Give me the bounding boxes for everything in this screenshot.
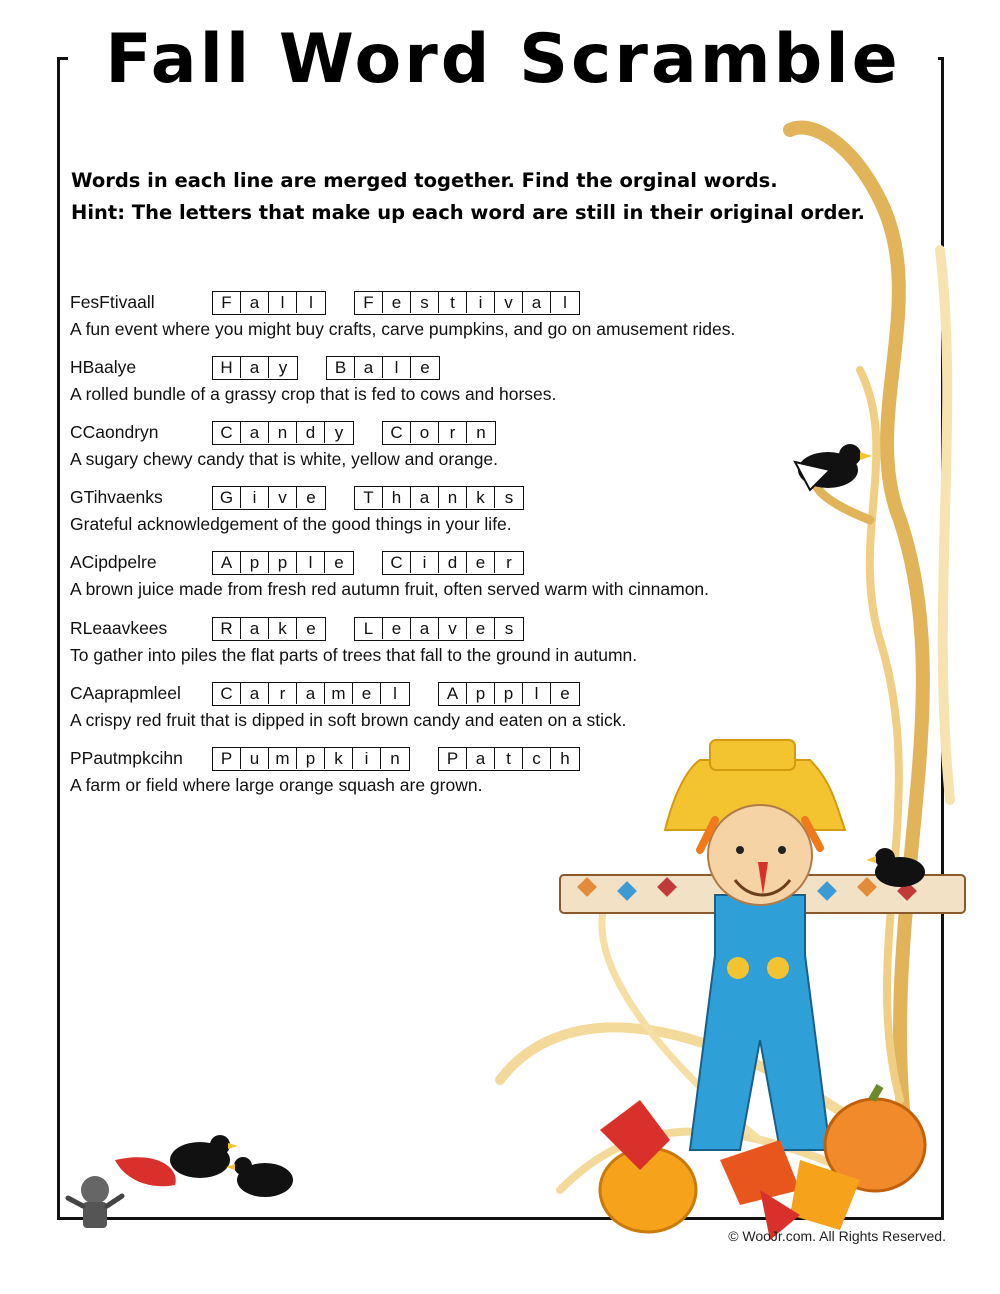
letter-box[interactable]: t — [495, 748, 523, 769]
letter-box[interactable]: e — [353, 683, 381, 704]
letter-box[interactable]: a — [355, 357, 383, 378]
letter-box[interactable]: y — [334, 423, 344, 442]
instructions — [71, 165, 865, 229]
answer-boxes — [212, 551, 552, 575]
answer-word — [382, 421, 496, 445]
clue-text: Grateful acknowledgement of the good things in your life. — [70, 514, 512, 534]
letter-box[interactable]: s — [411, 292, 439, 313]
letter-box[interactable]: e — [383, 618, 411, 639]
letter-box[interactable]: a — [523, 292, 551, 313]
copyright-notice: © WooJr.com. All Rights Reserved. — [728, 1228, 946, 1244]
letter-box[interactable]: d — [297, 422, 325, 443]
letter-box[interactable]: p — [495, 683, 523, 704]
letter-box[interactable]: e — [306, 619, 316, 638]
letter-box[interactable]: s — [504, 619, 514, 638]
letter-box[interactable]: l — [269, 292, 297, 313]
letter-box[interactable]: e — [560, 684, 570, 703]
letter-box[interactable]: s — [504, 488, 514, 507]
mascot-icon — [68, 1176, 122, 1228]
answer-boxes — [212, 617, 552, 641]
scrambled-word: FesFtivaall — [70, 292, 155, 312]
answer-boxes — [212, 682, 608, 706]
answer-word — [212, 421, 354, 445]
letter-box[interactable]: r — [439, 422, 467, 443]
letter-box[interactable]: n — [439, 487, 467, 508]
letter-box[interactable]: n — [476, 423, 486, 442]
scrambled-word: GTihvaenks — [70, 487, 163, 507]
answer-boxes — [212, 486, 552, 510]
letter-box[interactable]: l — [523, 683, 551, 704]
answer-word — [212, 356, 298, 380]
clue-text: A brown juice made from fresh red autumn fruit, often served warm with cinnamon. — [70, 579, 710, 599]
letter-box[interactable]: e — [306, 488, 316, 507]
letter-box[interactable]: a — [411, 618, 439, 639]
scrambled-word: RLeaavkees — [70, 618, 168, 638]
answer-word — [354, 617, 524, 641]
clue-text: A farm or field where large orange squash are grown. — [70, 775, 483, 795]
letter-box[interactable]: C — [213, 422, 241, 443]
letter-box[interactable]: a — [411, 487, 439, 508]
letter-box[interactable]: e — [467, 552, 495, 573]
letter-box[interactable]: e — [467, 618, 495, 639]
letter-box[interactable]: d — [439, 552, 467, 573]
letter-box[interactable]: o — [411, 422, 439, 443]
letter-box[interactable]: p — [241, 552, 269, 573]
letter-box[interactable]: k — [325, 748, 353, 769]
letter-box[interactable]: P — [213, 748, 241, 769]
scrambled-word: HBaalye — [70, 357, 137, 377]
letter-box[interactable]: n — [269, 422, 297, 443]
scrambled-word: CCaondryn — [70, 422, 159, 442]
letter-box[interactable]: i — [353, 748, 381, 769]
answer-word — [438, 747, 580, 771]
letter-box[interactable]: l — [383, 357, 411, 378]
answer-word — [212, 551, 354, 575]
letter-box[interactable]: l — [563, 293, 567, 312]
answer-word — [382, 551, 524, 575]
answer-word — [212, 486, 326, 510]
letter-box[interactable]: k — [467, 487, 495, 508]
letter-box[interactable]: c — [523, 748, 551, 769]
letter-box[interactable]: r — [506, 553, 512, 572]
answer-word — [326, 356, 440, 380]
letter-box[interactable]: H — [213, 357, 241, 378]
letter-box[interactable]: l — [309, 293, 313, 312]
crow-on-branch-icon — [795, 444, 872, 490]
answer-word — [212, 682, 410, 706]
letter-box[interactable]: P — [439, 748, 467, 769]
autumn-leaves-icon — [115, 1100, 860, 1240]
letter-box[interactable]: G — [213, 487, 241, 508]
letter-box[interactable]: v — [495, 292, 523, 313]
letter-box[interactable]: B — [327, 357, 355, 378]
letter-box[interactable]: l — [297, 552, 325, 573]
letter-box[interactable]: p — [269, 552, 297, 573]
letter-box[interactable]: y — [278, 358, 288, 377]
letter-box[interactable]: a — [241, 618, 269, 639]
letter-box[interactable]: L — [355, 618, 383, 639]
answer-boxes — [212, 356, 468, 380]
answer-boxes — [212, 747, 608, 771]
letter-box[interactable]: T — [355, 487, 383, 508]
letter-box[interactable]: a — [467, 748, 495, 769]
answer-word — [212, 291, 326, 315]
letter-box[interactable]: e — [383, 292, 411, 313]
scrambled-word: PPautmpkcihn — [70, 748, 183, 768]
answer-word — [212, 747, 410, 771]
letter-box[interactable]: v — [439, 618, 467, 639]
letter-box[interactable]: a — [297, 683, 325, 704]
letter-box[interactable]: i — [467, 292, 495, 313]
letter-box[interactable]: u — [241, 748, 269, 769]
letter-box[interactable]: p — [297, 748, 325, 769]
letter-box[interactable]: h — [560, 749, 570, 768]
letter-box[interactable]: a — [241, 357, 269, 378]
clue-text: A crispy red fruit that is dipped in soft brown candy and eaten on a stick. — [70, 710, 627, 730]
letter-box[interactable]: e — [334, 553, 344, 572]
answer-word — [212, 617, 326, 641]
letter-box[interactable]: m — [325, 683, 353, 704]
letter-box[interactable]: e — [420, 358, 430, 377]
answer-word — [354, 291, 580, 315]
letter-box[interactable]: i — [241, 487, 269, 508]
clue-text: A fun event where you might buy crafts, carve pumpkins, and go on amusement rides. — [70, 319, 736, 339]
letter-box[interactable]: h — [383, 487, 411, 508]
letter-box[interactable]: a — [241, 683, 269, 704]
letter-box[interactable]: F — [355, 292, 383, 313]
answer-word — [354, 486, 524, 510]
letter-box[interactable]: l — [393, 684, 397, 703]
letter-box[interactable]: R — [213, 618, 241, 639]
letter-box[interactable]: a — [241, 292, 269, 313]
letter-box[interactable]: k — [269, 618, 297, 639]
letter-box[interactable]: t — [439, 292, 467, 313]
letter-box[interactable]: v — [269, 487, 297, 508]
letter-box[interactable]: m — [269, 748, 297, 769]
scrambled-word: ACipdpelre — [70, 552, 157, 572]
clue-text: A sugary chewy candy that is white, yellow and orange. — [70, 449, 499, 469]
letter-box[interactable]: p — [467, 683, 495, 704]
page-title: Fall Word Scramble — [68, 18, 938, 106]
clue-text: A rolled bundle of a grassy crop that is fed to cows and horses. — [70, 384, 557, 404]
clue-text: To gather into piles the flat parts of trees that fall to the ground in autumn. — [70, 645, 638, 665]
instruction-line-2: Hint: The letters that make up each word are still in their original order. — [71, 201, 865, 224]
scrambled-word: CAaprapmleel — [70, 683, 181, 703]
letter-box[interactable]: C — [213, 683, 241, 704]
instruction-line-1: Words in each line are merged together. Find the orginal words. — [71, 169, 778, 192]
letter-box[interactable]: n — [390, 749, 400, 768]
letter-box[interactable]: a — [241, 422, 269, 443]
answer-word — [438, 682, 580, 706]
answer-boxes — [212, 291, 608, 315]
letter-box[interactable]: r — [269, 683, 297, 704]
letter-box[interactable]: i — [411, 552, 439, 573]
answer-boxes — [212, 421, 524, 445]
letter-box[interactable]: F — [213, 292, 241, 313]
letter-box[interactable]: C — [383, 552, 411, 573]
letter-box[interactable]: C — [383, 422, 411, 443]
letter-box[interactable]: A — [213, 552, 241, 573]
letter-box[interactable]: A — [439, 683, 467, 704]
crows-ground-icon — [170, 1135, 293, 1197]
